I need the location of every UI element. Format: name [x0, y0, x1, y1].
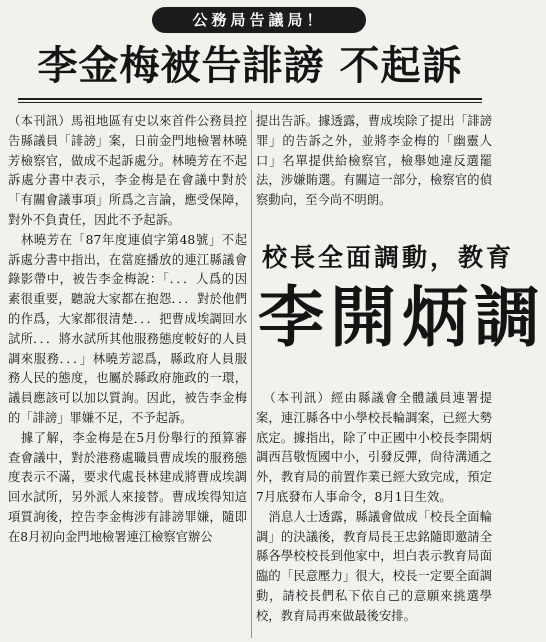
second-article-header [252, 234, 546, 368]
second-article-subhead: 校長全面調動，教育 [262, 243, 515, 272]
headline: 李金梅被告誹謗 不起訴 [37, 43, 463, 89]
article-left-column: （本刊訊）馬祖地區有史以來首件公務員控告縣議員「誹謗」案，日前金門地檢署林曉芳檢察官，做成不起訴處分。林曉芳在不起訴處分書中表示，李金梅是在會議中對於「有關會議事項」所爲之言論，應受保障，對外不負責任，因此不予起訴。 林曉芳在「87年度連偵字第48號」不起訴處分書中指出，在當庭播放的連江縣議會錄影帶中，被告李金梅說：「．．．人爲的因素很重要，聽說大家都在抱怨．．．對於他們的作爲，大家都很清楚．．．把曹成埃調回水試所．．．將水試所其他服務態度較好的人員調來服務．．．」林曉芳認爲，縣政府人員服務人民的態度，也屬於縣政府施政的一環，議員應該可以加以質詢。因此，被告李金梅的「誹謗」罪嫌不足，不予起訴。 據了解，李金梅是在5月份舉行的預算審查會議中，對於港務處職員曹成埃的服務態度表示不滿，要求代處長林建成將曹成埃調回水試所，另外派人來接替。曹成埃得知這項質詢後，控告李金梅涉有誹謗罪嫌，隨即在8月初向金門地檢署連江檢察官辦公 [8, 114, 247, 544]
second-article-headline: 李開炳調 [258, 279, 546, 356]
column-divider [251, 110, 252, 638]
headline-rule-thin [18, 102, 482, 103]
section-kicker: 公務局告議局！ [152, 7, 366, 33]
headline-rule [18, 98, 482, 100]
article-right-top-column: 提出告訴。據透露，曹成埃除了提出「誹謗罪」的告訴之外，並將李金梅的「幽靈人口」名單提供給檢察官，檢舉她違反選罷法，涉嫌賄選。有關這一部分，檢察官的偵察動向，至今尚不明朗。 [256, 114, 492, 208]
article-right-bottom-column: （本刊訊）經由縣議會全體議員連署提案，連江縣各中小學校長輪調案，已經大勢底定。據指出，除了中正國中小校長李開炳調西莒敬恆國中小，引發反彈，尙待溝通之外，教育局的前置作業已經大致完成，預定7月底發布人事命令，8月1日生效。 消息人士透露，縣議會做成「校長全面輪調」的決議後，教育局長王忠銘隨即邀請全縣各學校校長到他家中，坦白表示教育局面臨的「民意壓力」很大，校長一定要全面調動，請校長們私下依自己的意願來挑選學校，教育局再來做最後安排。 [256, 391, 492, 623]
